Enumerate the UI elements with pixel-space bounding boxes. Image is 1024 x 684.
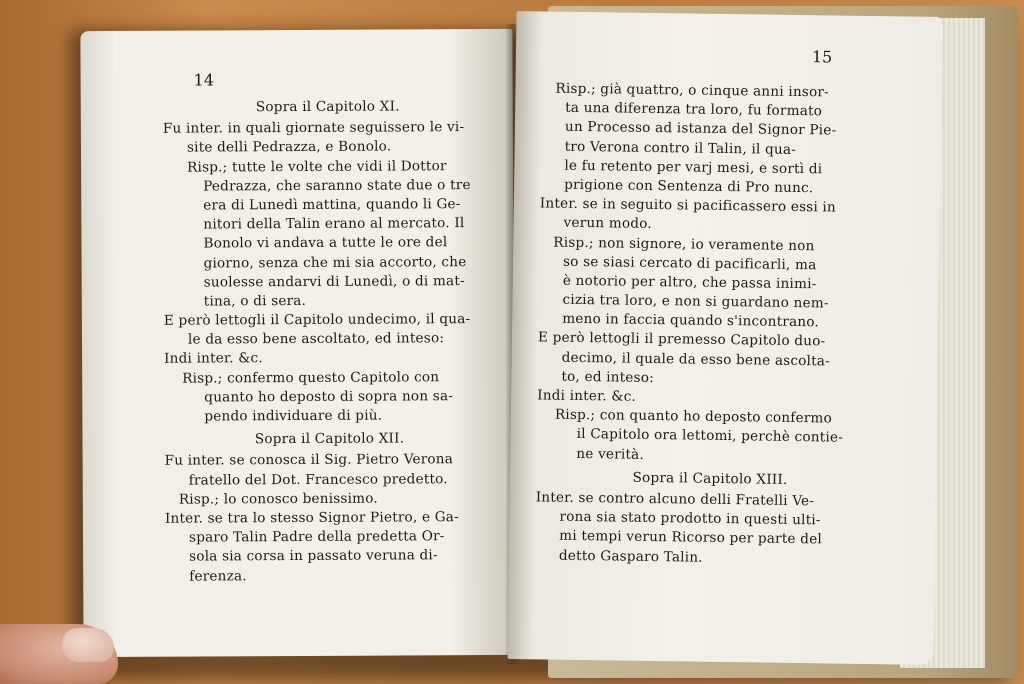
text-line: decimo, il quale da esso bene ascolta- <box>561 349 831 370</box>
text-line: Risp.; con quanto ho deposto confermo <box>554 406 833 427</box>
text-line: Indi inter. &c. <box>537 387 637 405</box>
text-line: E però lettogli il premesso Capitolo duo- <box>537 329 826 350</box>
text-line: pendo individuare di più. <box>204 407 383 425</box>
text-line: Inter. se contro alcuno delli Fratelli Ve- <box>535 489 815 510</box>
text-line: è notorio per altro, che passa inimi- <box>562 272 817 293</box>
text-line: nitori della Talin erano al mercato. Il <box>203 215 465 233</box>
text-line: le fu retento per varj mesi, e sortì di <box>564 157 823 178</box>
text-line: un Processo ad istanza del Signor Pie- <box>564 119 837 139</box>
text-line: ne verità. <box>576 445 645 463</box>
text-line: verun modo. <box>563 215 652 233</box>
text-line: tro Verona contro il Talin, il qua- <box>564 138 797 158</box>
text-line: Fu inter. se conosca il Sig. Pietro Verona <box>164 451 454 470</box>
chapter-heading: Sopra il Capitolo XII. <box>254 430 405 448</box>
text-line: le da esso bene ascoltato, ed inteso: <box>187 330 445 348</box>
text-line: mi tempi verun Ricorso per parte del <box>559 528 823 548</box>
text-line: site delli Pedrazza, e Bonolo. <box>186 138 392 156</box>
text-line: sparo Talin Padre della predetta Or- <box>188 528 445 546</box>
text-line: suolesse andarvi di Lunedì, o di mat- <box>203 272 465 291</box>
text-line: Risp.; lo conosco benissimo. <box>178 490 378 508</box>
text-line: E però lettogli il Capitolo undecimo, il qua- <box>163 311 471 329</box>
text-line: cizia tra loro, e non si guardano nem- <box>562 291 829 312</box>
left-page-text <box>163 93 496 586</box>
text-line: Inter. se tra lo stesso Signor Pietro, e Ga- <box>164 509 459 527</box>
right-page-text <box>535 79 890 569</box>
text-line: ta una diferenza tra loro, fu formato <box>565 99 823 120</box>
thumbnail-nail <box>62 628 114 662</box>
text-line: ferenza. <box>189 567 247 585</box>
text-line: quanto ho deposto di sopra non sa- <box>204 388 454 406</box>
text-line: prigione con Sentenza di Pro nunc. <box>564 176 814 197</box>
text-line: so se siasi cercato di pacificarli, ma <box>562 253 817 273</box>
text-line: Bonolo vi andava a tutte le ore del <box>203 234 448 252</box>
text-line: Indi inter. &c. <box>164 350 263 368</box>
chapter-heading: Sopra il Capitolo XIII. <box>632 469 788 488</box>
text-line: fratello del Dot. Francesco predetto. <box>188 470 448 489</box>
text-line: to, ed inteso: <box>561 368 655 386</box>
text-line: giorno, senza che mi sia accorto, che <box>203 253 467 271</box>
left-page <box>80 29 515 657</box>
text-line: era di Lunedì mattina, quando li Ge- <box>203 196 461 214</box>
text-line: Fu inter. in quali giornate seguissero le vi- <box>162 119 465 137</box>
text-line: Risp.; confermo questo Capitolo con <box>182 368 440 387</box>
text-line: meno in faccia quando s'incontrano. <box>562 310 820 331</box>
text-line: tina, o di sera. <box>203 292 307 310</box>
text-line: il Capitolo ora lettomi, perchè contie- <box>576 426 844 447</box>
text-line: sola sia corsa in passato veruna di- <box>189 547 438 565</box>
page-number-left: 14 <box>193 70 215 90</box>
right-page <box>507 11 942 665</box>
text-line: Pedrazza, che saranno state due o tre <box>203 176 471 195</box>
text-line: rona sia stato prodotto in questi ulti- <box>559 508 821 529</box>
text-line: detto Gasparo Talin. <box>558 547 703 566</box>
text-line: Risp.; tutte le volte che vidi il Dottor <box>187 157 447 176</box>
chapter-heading: Sopra il Capitolo XI. <box>255 98 400 116</box>
page-number-right: 15 <box>811 47 833 67</box>
text-line: Risp.; non signore, io veramente non <box>553 234 815 254</box>
text-line: Risp.; già quattro, o cinque anni insor- <box>555 80 830 101</box>
text-line: Inter. se in seguito si pacificassero essi in <box>539 195 837 216</box>
